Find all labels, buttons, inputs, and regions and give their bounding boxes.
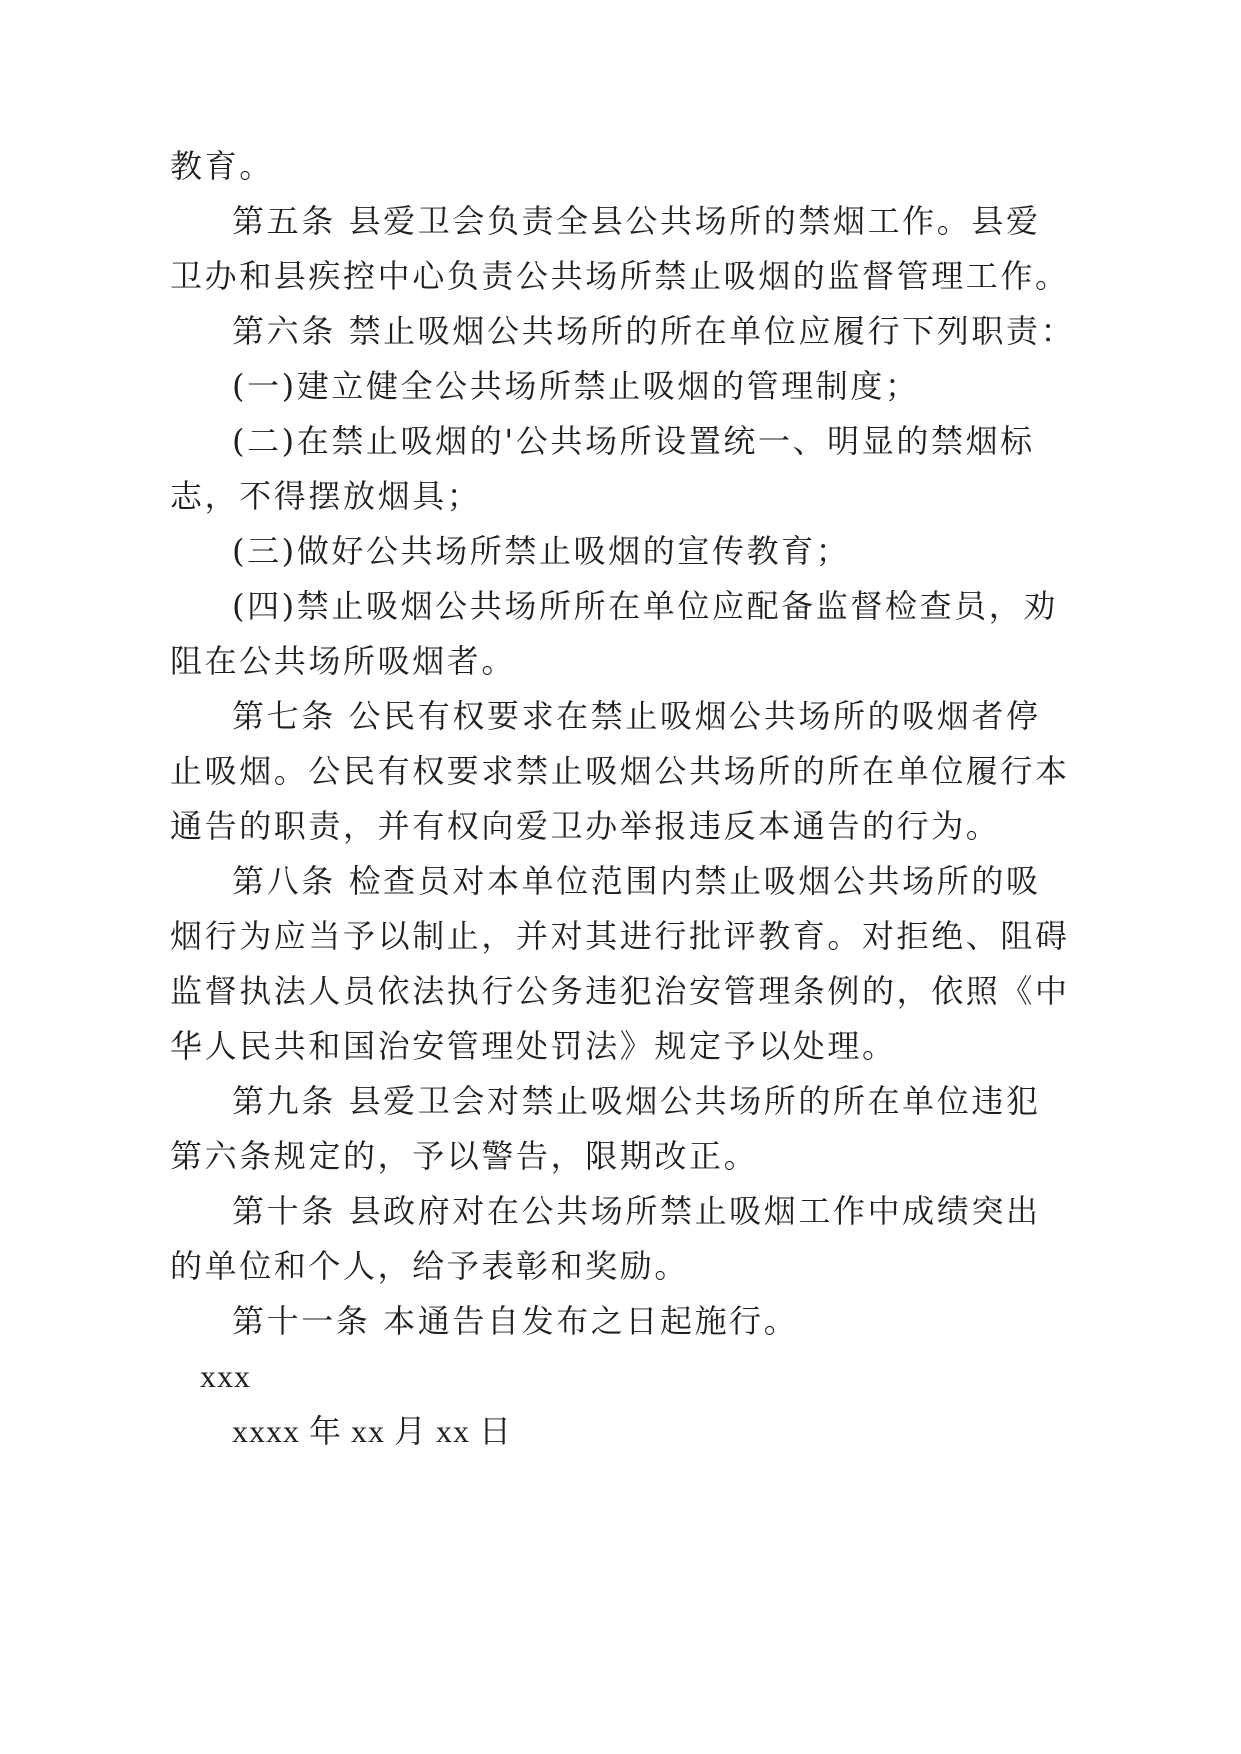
text-line: 烟行为应当予以制止，并对其进行批评教育。对拒绝、阻碍: [170, 917, 1070, 955]
article-9-line: 第九条 县爱卫会对禁止吸烟公共场所的所在单位违犯: [232, 1082, 1041, 1120]
text-line: 阻在公共场所吸烟者。: [170, 642, 517, 680]
article-11-line: 第十一条 本通告自发布之日起施行。: [232, 1302, 799, 1340]
text-line: 第六条规定的，予以警告，限期改正。: [170, 1137, 759, 1175]
date-line: xxxx 年 xx 月 xx 日: [232, 1413, 513, 1449]
text-line: 的单位和个人，给予表彰和奖励。: [170, 1247, 690, 1285]
article-10-line: 第十条 县政府对在公共场所禁止吸烟工作中成绩突出: [232, 1192, 1041, 1230]
article-6-line: 第六条 禁止吸烟公共场所的所在单位应履行下列职责：: [232, 312, 1076, 350]
article-8-line: 第八条 检查员对本单位范围内禁止吸烟公共场所的吸: [232, 862, 1041, 900]
text-line: 志，不得摆放烟具；: [170, 477, 482, 515]
list-item-3: (三)做好公共场所禁止吸烟的宣传教育；: [232, 532, 851, 570]
list-item-1: (一)建立健全公共场所禁止吸烟的管理制度；: [232, 367, 920, 405]
text-line: 教育。: [170, 147, 274, 185]
text-line: 通告的职责，并有权向爱卫办举报违反本通告的行为。: [170, 807, 1001, 845]
article-7-line: 第七条 公民有权要求在禁止吸烟公共场所的吸烟者停: [232, 697, 1041, 735]
article-5-line: 第五条 县爱卫会负责全县公共场所的禁烟工作。县爱: [232, 202, 1041, 240]
text-line: 卫办和县疾控中心负责公共场所禁止吸烟的监督管理工作。: [170, 257, 1070, 295]
list-item-2: (二)在禁止吸烟的'公共场所设置统一、明显的禁烟标: [232, 422, 1035, 460]
text-line: 监督执法人员依法执行公务违犯治安管理条例的，依照《中: [170, 972, 1070, 1010]
signature: xxx: [200, 1358, 251, 1394]
text-line: 止吸烟。公民有权要求禁止吸烟公共场所的所在单位履行本: [170, 752, 1070, 790]
list-item-4: (四)禁止吸烟公共场所所在单位应配备监督检查员，劝: [232, 587, 1058, 625]
text-line: 华人民共和国治安管理处罚法》规定予以处理。: [170, 1027, 897, 1065]
